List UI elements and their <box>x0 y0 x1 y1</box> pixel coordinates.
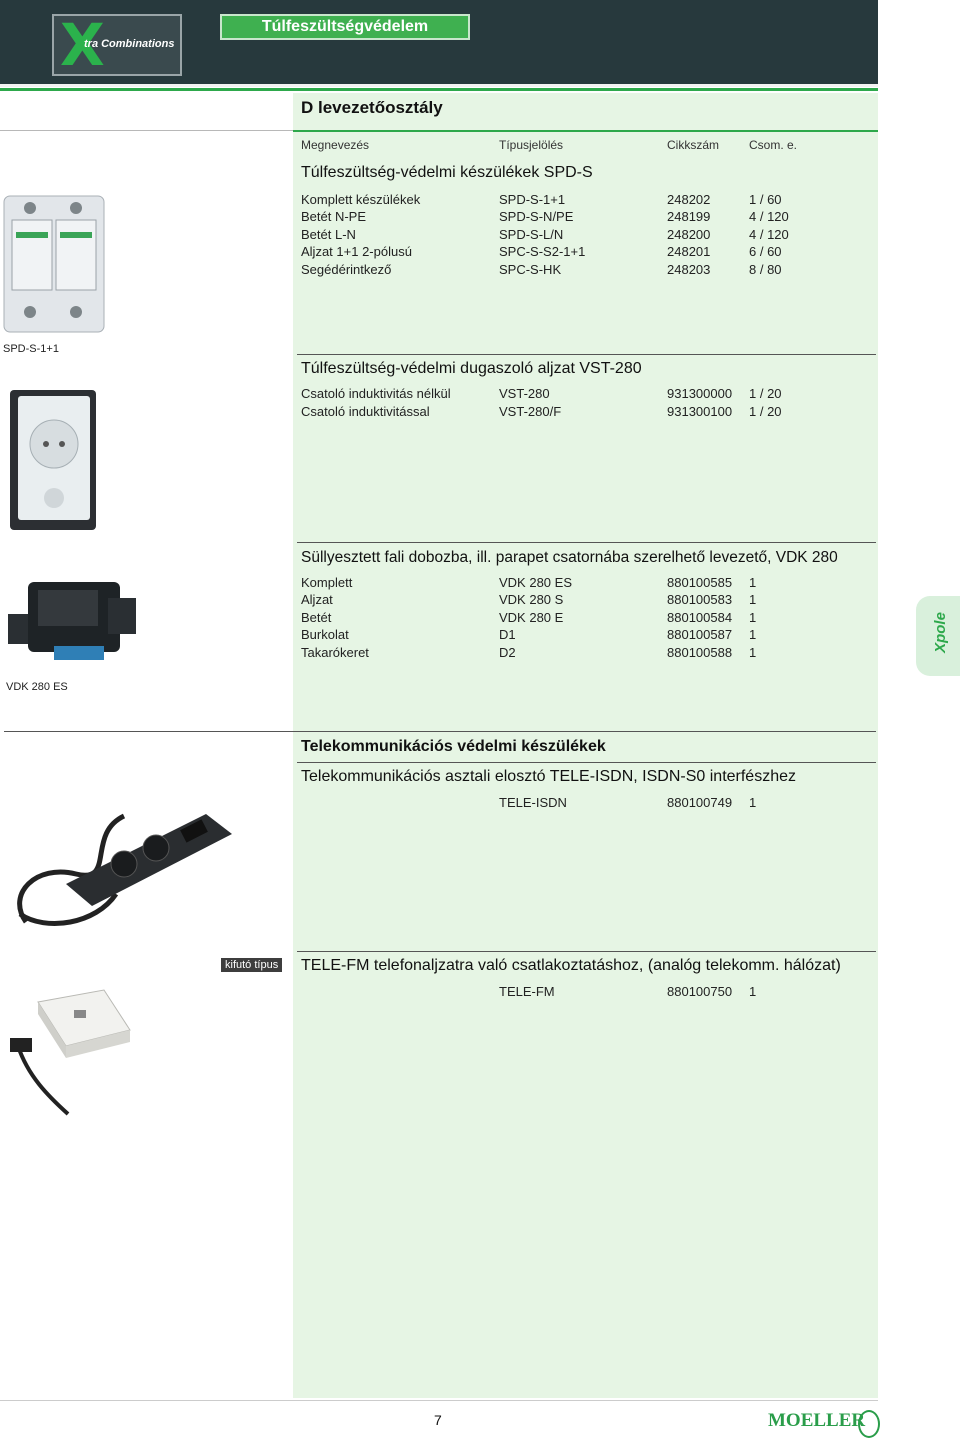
cell-type: VDK 280 E <box>499 610 564 625</box>
cell-name: Komplett készülékek <box>301 192 421 207</box>
cell-pack: 1 <box>749 575 757 590</box>
group-divider <box>297 951 876 952</box>
cell-name: Segédérintkező <box>301 262 392 277</box>
cell-type: VST-280/F <box>499 404 562 419</box>
cell-article: 880100587 <box>667 627 733 642</box>
cell-pack: 4 / 120 <box>749 227 789 242</box>
cell-name: Aljzat <box>301 592 333 607</box>
caption-spd: SPD-S-1+1 <box>3 343 59 355</box>
cell-pack: 1 / 20 <box>749 386 782 401</box>
tele-fm-adapter-image <box>8 986 138 1122</box>
cell-type: SPD-S-1+1 <box>499 192 566 207</box>
cell-pack: 1 / 20 <box>749 404 782 419</box>
cell-name: Betét N-PE <box>301 209 367 224</box>
cell-type: SPD-S-L/N <box>499 227 564 242</box>
cell-article: 248203 <box>667 262 711 277</box>
xpole-side-tab <box>916 596 960 676</box>
column-header-name: Megnevezés <box>301 138 370 152</box>
cell-type: TELE-ISDN <box>499 795 567 810</box>
telecom-title: Telekommunikációs védelmi készülékek <box>301 738 606 755</box>
tele-isdn-distributor-image <box>6 794 236 936</box>
cell-article: 931300100 <box>667 404 733 419</box>
cell-article: 248201 <box>667 244 711 259</box>
cell-pack: 1 <box>749 984 757 999</box>
cell-pack: 1 / 60 <box>749 192 782 207</box>
logo-text: tra Combinations <box>84 38 175 50</box>
discontinued-tag: kifutó típus <box>221 958 282 972</box>
cell-article: 880100749 <box>667 795 733 810</box>
cell-type: SPC-S-S2-1+1 <box>499 244 586 259</box>
logo-x-letter: X <box>60 11 105 79</box>
cell-name: Komplett <box>301 575 353 590</box>
cell-article: 880100584 <box>667 610 733 625</box>
header-band <box>0 0 878 84</box>
header-accent-rule <box>0 88 878 91</box>
cell-article: 248200 <box>667 227 711 242</box>
cell-pack: 4 / 120 <box>749 209 789 224</box>
cell-type: VDK 280 S <box>499 592 564 607</box>
caption-vdk: VDK 280 ES <box>6 681 68 693</box>
group-title-tele-fm: TELE-FM telefonaljzatra való csatlakoztatáshoz, (analóg telekomm. hálózat) <box>301 957 841 974</box>
vst-280-socket-image <box>4 386 104 534</box>
cell-article: 880100750 <box>667 984 733 999</box>
moeller-emblem <box>858 1410 880 1438</box>
page-number: 7 <box>434 1412 442 1428</box>
cell-type: VST-280 <box>499 386 550 401</box>
section-title: D levezetőosztály <box>301 98 443 117</box>
cell-article: 880100585 <box>667 575 733 590</box>
cell-pack: 1 <box>749 627 757 642</box>
column-header-article: Cikkszám <box>667 138 720 152</box>
column-header-type: Típusjelölés <box>499 138 564 152</box>
group-title-tele-isdn: Telekommunikációs asztali elosztó TELE-ISDN, ISDN-S0 interfészhez <box>301 768 796 785</box>
moeller-logo: MOELLER <box>768 1410 866 1431</box>
xpole-label: Xpole <box>931 612 949 653</box>
cell-article: 248202 <box>667 192 711 207</box>
cell-pack: 8 / 80 <box>749 262 782 277</box>
cell-article: 880100583 <box>667 592 733 607</box>
header-divider <box>0 84 878 87</box>
cell-type: D2 <box>499 645 516 660</box>
cell-type: VDK 280 ES <box>499 575 572 590</box>
group-divider <box>297 354 876 355</box>
cell-type: D1 <box>499 627 516 642</box>
page-title: Túlfeszültségvédelem <box>220 14 470 40</box>
cell-article: 248199 <box>667 209 711 224</box>
cell-pack: 1 <box>749 795 757 810</box>
column-header-pack: Csom. e. <box>749 138 798 152</box>
spd-s-device-image <box>2 190 108 340</box>
cell-name: Betét <box>301 610 332 625</box>
cell-name: Burkolat <box>301 627 349 642</box>
cell-pack: 1 <box>749 645 757 660</box>
section-title-rule <box>293 130 878 132</box>
group-title-spd: Túlfeszültség-védelmi készülékek SPD-S <box>301 164 593 181</box>
vdk-280-device-image <box>8 574 142 674</box>
cell-name: Aljzat 1+1 2-pólusú <box>301 244 412 259</box>
cell-pack: 6 / 60 <box>749 244 782 259</box>
cell-pack: 1 <box>749 610 757 625</box>
telecom-divider <box>4 731 876 732</box>
cell-type: SPC-S-HK <box>499 262 562 277</box>
left-rule <box>0 130 293 131</box>
group-title-vdk: Süllyesztett fali dobozba, ill. parapet csatornába szerelhető levezető, VDK 280 <box>301 549 838 566</box>
cell-type: TELE-FM <box>499 984 555 999</box>
xtra-combinations-logo <box>52 11 182 79</box>
cell-type: SPD-S-N/PE <box>499 209 574 224</box>
group-divider <box>297 542 876 543</box>
footer-divider <box>0 1400 878 1401</box>
cell-name: Takarókeret <box>301 645 369 660</box>
cell-name: Betét L-N <box>301 227 356 242</box>
group-divider <box>297 762 876 763</box>
cell-article: 931300000 <box>667 386 733 401</box>
group-title-vst: Túlfeszültség-védelmi dugaszoló aljzat VST-280 <box>301 360 642 377</box>
cell-name: Csatoló induktivitással <box>301 404 430 419</box>
cell-name: Csatoló induktivitás nélkül <box>301 386 451 401</box>
cell-pack: 1 <box>749 592 757 607</box>
cell-article: 880100588 <box>667 645 733 660</box>
